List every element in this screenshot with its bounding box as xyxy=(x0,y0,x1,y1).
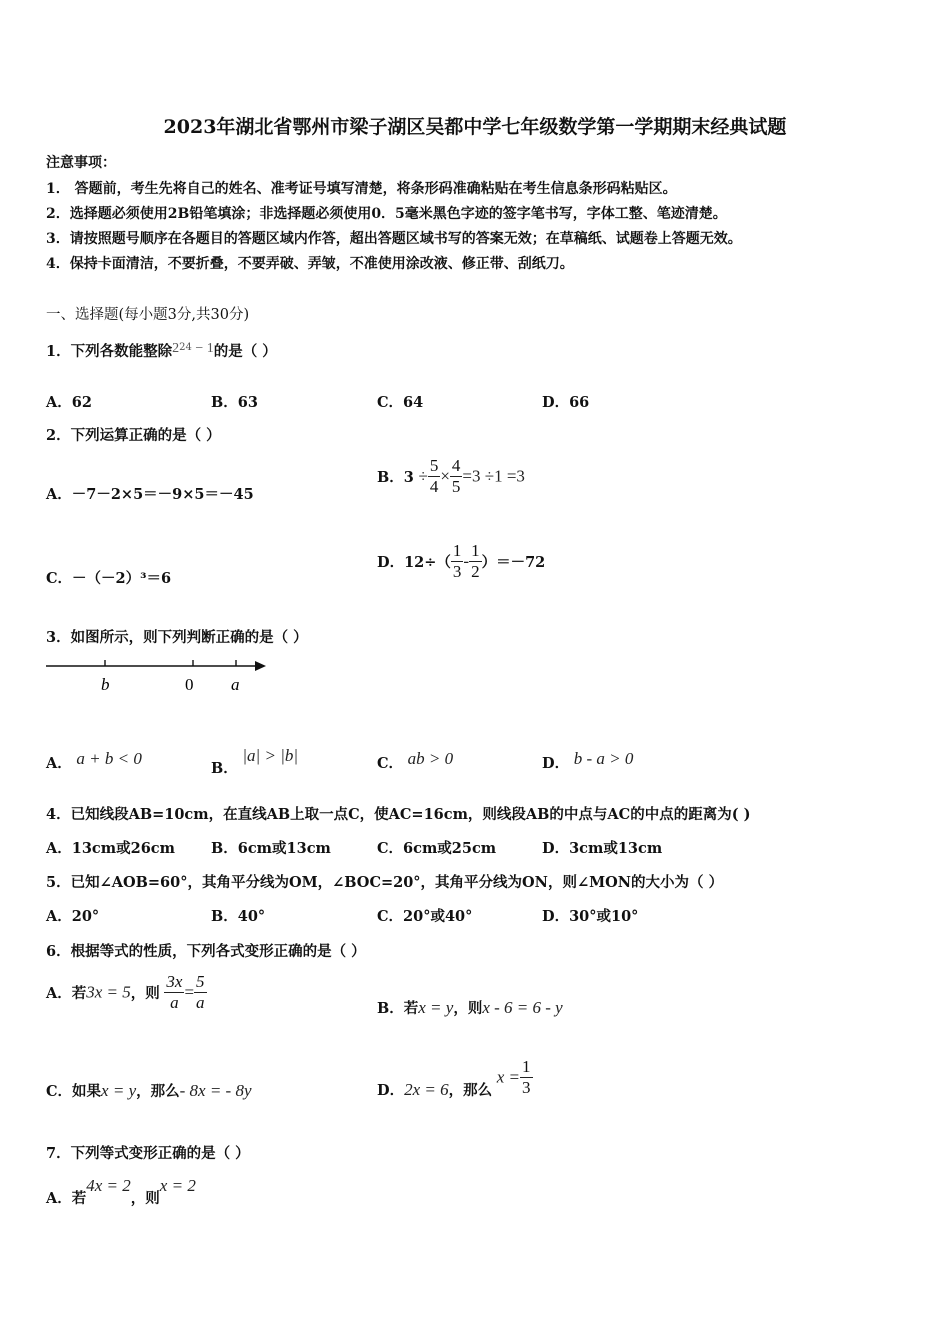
q2-d-minus: - xyxy=(463,551,470,571)
note-item-2: 2．选择题必须使用2B铅笔填涂；非选择题必须使用0．5毫米黑色字迹的签字笔书写，字体工整、笔迹清楚。 xyxy=(46,206,727,222)
q6-d-eq: 2x = 6 xyxy=(404,1079,449,1099)
q2-b-label: B．3 xyxy=(377,469,414,486)
question-1 xyxy=(46,340,277,361)
q6-b-mid: ，则 xyxy=(453,1000,483,1017)
q4-option-d[interactable]: D．3cm或13cm xyxy=(542,840,663,857)
q6-d-x: x = xyxy=(496,1067,520,1087)
q2-option-a[interactable]: A．－7－2×5＝－9×5＝－45 xyxy=(46,486,254,503)
q6-a-fraction-1: $\frac{3x}{a}$ xyxy=(166,972,183,1012)
q2-d-fraction-2: $\frac{1}{2}$ xyxy=(471,541,480,581)
q6-d-pre: D． xyxy=(377,1082,405,1099)
q3-option-c[interactable] xyxy=(377,749,454,773)
note-item-1: 1． 答题前，考生先将自己的姓名、准考证号填写清楚，将条形码准确粘贴在考生信息条形码粘贴区。 xyxy=(46,181,677,197)
q6-a-eq2: = xyxy=(184,982,195,1002)
q6-b-eq: x = y xyxy=(418,998,454,1017)
q2-d-pre: D．12÷（ xyxy=(377,554,451,571)
q1-option-a[interactable]: A．62 xyxy=(46,394,92,411)
q2-d-post: ）＝－72 xyxy=(481,554,546,571)
section-heading: 一、选择题(每小题3分,共30分) xyxy=(46,307,250,323)
q6-c-pre: C．如果 xyxy=(46,1083,102,1100)
q7-a-mid: ，则 xyxy=(130,1190,160,1207)
note-item-4: 4．保持卡面清洁，不要折叠，不要弄破、弄皱，不准使用涂改液、修正带、刮纸刀。 xyxy=(46,256,574,272)
label-b: b xyxy=(101,675,110,694)
q2-option-c[interactable]: C．－（－2）³＝6 xyxy=(46,570,172,587)
q6-option-c[interactable] xyxy=(46,1080,252,1101)
question-6: 6．根据等式的性质，下列各式变形正确的是（ ） xyxy=(46,943,366,960)
number-line-arrow xyxy=(255,661,266,671)
question-5: 5．已知∠AOB=60°，其角平分线为OM，∠BOC=20°，其角平分线为ON，则∠MON的大小为（ ） xyxy=(46,874,724,891)
q6-a-fraction-2: $\frac{5}{a}$ xyxy=(196,972,205,1012)
q7-a-eq: 4x = 2 xyxy=(86,1176,131,1195)
q3-option-a[interactable] xyxy=(46,749,142,773)
q2-b-div: ÷ xyxy=(418,466,428,486)
q1-option-b[interactable]: B．63 xyxy=(211,394,258,411)
q6-b-res: x - 6 = 6 - y xyxy=(482,998,563,1017)
question-7: 7．下列等式变形正确的是（ ） xyxy=(46,1145,250,1162)
question-4: 4．已知线段AB=10cm，在直线AB上取一点C，使AC=16cm，则线段AB的中点与AC的中点的距离为( ) xyxy=(46,806,751,823)
label-0: 0 xyxy=(185,675,194,694)
q2-b-times: × xyxy=(440,466,450,486)
q3-c-label: C． xyxy=(377,755,404,772)
q4-option-c[interactable]: C．6cm或25cm xyxy=(377,840,497,857)
q1-option-d[interactable]: D．66 xyxy=(542,394,590,411)
number-line xyxy=(44,655,274,695)
q4-option-b[interactable]: B．6cm或13cm xyxy=(211,840,331,857)
q3-c-expr: ab > 0 xyxy=(407,749,454,768)
q6-c-mid: ，那么 xyxy=(136,1083,180,1100)
q5-option-c[interactable]: C．20°或40° xyxy=(377,908,473,925)
question-2: 2．下列运算正确的是（ ） xyxy=(46,427,221,444)
q6-option-d[interactable] xyxy=(377,1057,533,1098)
notes-header: 注意事项： xyxy=(46,155,116,171)
q6-a-mid: ，则 xyxy=(130,985,160,1002)
q7-a-pre: A．若 xyxy=(46,1190,87,1207)
q1-base: 2 xyxy=(172,341,180,356)
q5-option-d[interactable]: D．30°或10° xyxy=(542,908,639,925)
q3-a-expr: a + b < 0 xyxy=(76,749,142,768)
label-a: a xyxy=(231,675,240,694)
q4-option-a[interactable]: A．13cm或26cm xyxy=(46,840,175,857)
q3-option-b[interactable] xyxy=(211,745,299,777)
q6-c-eq: x = y xyxy=(101,1081,137,1100)
q1-exponent: 24 xyxy=(179,342,192,354)
q6-a-eq: 3x = 5 xyxy=(86,982,131,1002)
q3-option-d[interactable] xyxy=(542,749,634,773)
q7-a-res: x = 2 xyxy=(159,1176,196,1195)
q2-b-fraction-1: $\frac{5}{4}$ xyxy=(429,456,439,496)
question-3: 3．如图所示，则下列判断正确的是（ ） xyxy=(46,629,308,646)
q2-option-b[interactable] xyxy=(377,456,525,497)
q2-option-d[interactable] xyxy=(377,541,545,582)
q6-d-fraction: $\frac{1}{3}$ xyxy=(522,1057,531,1097)
q6-option-b[interactable] xyxy=(377,997,563,1018)
q6-c-res: - 8x = - 8y xyxy=(179,1081,252,1100)
q5-option-b[interactable]: B．40° xyxy=(211,908,266,925)
q7-option-a[interactable] xyxy=(46,1175,196,1207)
q3-d-expr: b - a > 0 xyxy=(573,749,634,768)
q3-d-label: D． xyxy=(542,755,570,772)
q3-a-label: A． xyxy=(46,755,72,772)
q3-b-expr: |a| > |b| xyxy=(242,746,299,765)
q6-option-a[interactable] xyxy=(46,972,207,1013)
q2-b-rest: =3 ÷1 =3 xyxy=(462,466,525,486)
note-item-3: 3．请按照题号顺序在各题目的答题区域内作答，超出答题区域书写的答案无效；在草稿纸、试题卷上答题无效。 xyxy=(46,231,742,247)
q3-b-label: B． xyxy=(211,760,238,777)
q6-a-pre: A．若 xyxy=(46,985,87,1002)
q1-option-c[interactable]: C．64 xyxy=(377,394,424,411)
q1-pre: 1．下列各数能整除 xyxy=(46,343,173,360)
q1-post: 的是（ ） xyxy=(213,343,277,360)
q2-b-fraction-2: $\frac{4}{5}$ xyxy=(451,456,461,496)
q6-d-mid: ，那么 xyxy=(448,1082,493,1099)
q5-option-a[interactable]: A．20° xyxy=(46,908,100,925)
q6-b-pre: B．若 xyxy=(377,1000,419,1017)
q2-d-fraction-1: $\frac{1}{3}$ xyxy=(452,541,462,581)
q1-minus: − 1 xyxy=(191,341,214,356)
page-title: 2023年湖北省鄂州市梁子湖区吴都中学七年级数学第一学期期末经典试题 xyxy=(163,116,787,138)
